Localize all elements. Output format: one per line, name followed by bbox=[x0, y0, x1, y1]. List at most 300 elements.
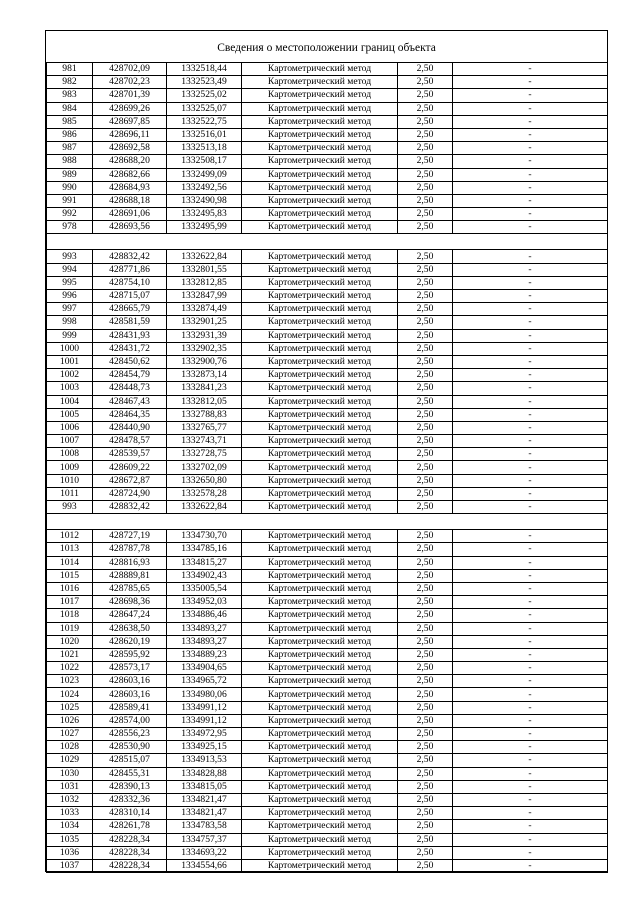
table-row bbox=[47, 276, 608, 289]
table-cell: 1332902,35 bbox=[167, 342, 242, 355]
table-cell: 428715,07 bbox=[93, 290, 167, 303]
table-cell: - bbox=[453, 168, 608, 181]
table-cell: 982 bbox=[47, 76, 93, 89]
table-row bbox=[47, 741, 608, 754]
table-cell: 1027 bbox=[47, 728, 93, 741]
table-cell: - bbox=[453, 448, 608, 461]
table-cell: - bbox=[453, 221, 608, 234]
table-cell: Картометрический метод bbox=[242, 487, 398, 500]
table-cell: 981 bbox=[47, 63, 93, 76]
table-cell: 1035 bbox=[47, 833, 93, 846]
table-cell: 1014 bbox=[47, 556, 93, 569]
table-cell: 428697,85 bbox=[93, 115, 167, 128]
table-cell: 1033 bbox=[47, 807, 93, 820]
table-cell: 1015 bbox=[47, 569, 93, 582]
table-cell: 1030 bbox=[47, 767, 93, 780]
table-row bbox=[47, 395, 608, 408]
table-cell: 2,50 bbox=[398, 168, 453, 181]
table-cell: 1332525,02 bbox=[167, 89, 242, 102]
table-cell: 2,50 bbox=[398, 648, 453, 661]
table-cell: 428688,18 bbox=[93, 194, 167, 207]
table-cell: 428832,42 bbox=[93, 501, 167, 514]
table-cell: 1332765,77 bbox=[167, 421, 242, 434]
table-cell: 2,50 bbox=[398, 435, 453, 448]
table-cell: 428771,86 bbox=[93, 263, 167, 276]
table-cell: 1334554,66 bbox=[167, 859, 242, 872]
table-cell: 428431,93 bbox=[93, 329, 167, 342]
table-row bbox=[47, 128, 608, 141]
table-cell: 1334889,23 bbox=[167, 648, 242, 661]
table-cell: 996 bbox=[47, 290, 93, 303]
table-cell: 428647,24 bbox=[93, 609, 167, 622]
table-row bbox=[47, 194, 608, 207]
table-cell: Картометрический метод bbox=[242, 76, 398, 89]
table-cell: - bbox=[453, 741, 608, 754]
table-row bbox=[47, 487, 608, 500]
table-cell: - bbox=[453, 820, 608, 833]
table-cell: 1032 bbox=[47, 793, 93, 806]
table-cell: 990 bbox=[47, 181, 93, 194]
table-row bbox=[47, 728, 608, 741]
table-cell: Картометрический метод bbox=[242, 408, 398, 421]
table-cell: 1335005,54 bbox=[167, 582, 242, 595]
table-cell: 428754,10 bbox=[93, 276, 167, 289]
table-cell: 428701,39 bbox=[93, 89, 167, 102]
table-row bbox=[47, 662, 608, 675]
table-cell: 428787,78 bbox=[93, 543, 167, 556]
table-cell: 1024 bbox=[47, 688, 93, 701]
table-cell: 2,50 bbox=[398, 728, 453, 741]
table-cell: Картометрический метод bbox=[242, 675, 398, 688]
table-cell: 2,50 bbox=[398, 316, 453, 329]
table-row bbox=[47, 833, 608, 846]
table-cell: 1334821,47 bbox=[167, 807, 242, 820]
table-row bbox=[47, 369, 608, 382]
table-cell: 428785,65 bbox=[93, 582, 167, 595]
table-cell: 428440,90 bbox=[93, 421, 167, 434]
table-cell: - bbox=[453, 102, 608, 115]
table-cell: 1332931,39 bbox=[167, 329, 242, 342]
table-cell: 2,50 bbox=[398, 142, 453, 155]
table-cell: - bbox=[453, 596, 608, 609]
table-cell: Картометрический метод bbox=[242, 569, 398, 582]
table-cell: 1334904,65 bbox=[167, 662, 242, 675]
table-cell: 2,50 bbox=[398, 342, 453, 355]
table-cell: 991 bbox=[47, 194, 93, 207]
table-cell: Картометрический метод bbox=[242, 820, 398, 833]
table-row bbox=[47, 635, 608, 648]
table-cell: 2,50 bbox=[398, 767, 453, 780]
table-cell: 2,50 bbox=[398, 859, 453, 872]
table-cell: 1000 bbox=[47, 342, 93, 355]
table-cell: Картометрический метод bbox=[242, 543, 398, 556]
table-cell: 1332801,55 bbox=[167, 263, 242, 276]
table-cell: 428228,34 bbox=[93, 833, 167, 846]
table-cell: 2,50 bbox=[398, 582, 453, 595]
table-cell: 2,50 bbox=[398, 369, 453, 382]
table-cell: 993 bbox=[47, 250, 93, 263]
table-cell: 1334893,27 bbox=[167, 622, 242, 635]
table-cell: Картометрический метод bbox=[242, 250, 398, 263]
table-cell: 986 bbox=[47, 128, 93, 141]
table-cell: - bbox=[453, 115, 608, 128]
table-cell: - bbox=[453, 833, 608, 846]
table-row bbox=[47, 807, 608, 820]
table-cell: 428595,92 bbox=[93, 648, 167, 661]
table-cell: 1028 bbox=[47, 741, 93, 754]
table-cell: 428692,58 bbox=[93, 142, 167, 155]
table-row bbox=[47, 181, 608, 194]
table-cell: - bbox=[453, 181, 608, 194]
table-cell: 997 bbox=[47, 303, 93, 316]
table-cell: 2,50 bbox=[398, 501, 453, 514]
table-row bbox=[47, 316, 608, 329]
table-cell: 1334902,43 bbox=[167, 569, 242, 582]
table-cell: Картометрический метод bbox=[242, 807, 398, 820]
table-cell: 1334730,70 bbox=[167, 530, 242, 543]
table-cell: 1332508,17 bbox=[167, 155, 242, 168]
table-cell: 1006 bbox=[47, 421, 93, 434]
table-cell: 987 bbox=[47, 142, 93, 155]
separator-cell bbox=[47, 234, 608, 250]
table-cell: - bbox=[453, 435, 608, 448]
table-cell: 1034 bbox=[47, 820, 93, 833]
table-cell: 2,50 bbox=[398, 355, 453, 368]
table-row bbox=[47, 767, 608, 780]
table-cell: 1334785,16 bbox=[167, 543, 242, 556]
table-cell: 1332499,09 bbox=[167, 168, 242, 181]
table-cell: 2,50 bbox=[398, 820, 453, 833]
table-cell: 428467,43 bbox=[93, 395, 167, 408]
table-cell: 1334757,37 bbox=[167, 833, 242, 846]
table-cell: - bbox=[453, 474, 608, 487]
table-cell: Картометрический метод bbox=[242, 369, 398, 382]
table-cell: 2,50 bbox=[398, 263, 453, 276]
table-cell: Картометрический метод bbox=[242, 635, 398, 648]
table-cell: 2,50 bbox=[398, 793, 453, 806]
table-cell: - bbox=[453, 859, 608, 872]
table-cell: 428450,62 bbox=[93, 355, 167, 368]
table-row bbox=[47, 622, 608, 635]
table-cell: 1334991,12 bbox=[167, 714, 242, 727]
table-cell: - bbox=[453, 487, 608, 500]
table-row bbox=[47, 89, 608, 102]
table-cell: - bbox=[453, 89, 608, 102]
table-cell: 985 bbox=[47, 115, 93, 128]
table-cell: Картометрический метод bbox=[242, 435, 398, 448]
table-row bbox=[47, 648, 608, 661]
table-cell: 1011 bbox=[47, 487, 93, 500]
table-cell: Картометрический метод bbox=[242, 303, 398, 316]
table-cell: 2,50 bbox=[398, 128, 453, 141]
table-cell: Картометрический метод bbox=[242, 142, 398, 155]
table-cell: 1332622,84 bbox=[167, 250, 242, 263]
table-row bbox=[47, 609, 608, 622]
table-cell: 1332492,56 bbox=[167, 181, 242, 194]
table-cell: - bbox=[453, 329, 608, 342]
table-cell: 1012 bbox=[47, 530, 93, 543]
table-row bbox=[47, 714, 608, 727]
table-cell: 428699,26 bbox=[93, 102, 167, 115]
table-row bbox=[47, 461, 608, 474]
table-cell: 2,50 bbox=[398, 662, 453, 675]
table-cell: 2,50 bbox=[398, 609, 453, 622]
table-cell: 1004 bbox=[47, 395, 93, 408]
table-cell: 1332522,75 bbox=[167, 115, 242, 128]
table-cell: 428574,00 bbox=[93, 714, 167, 727]
table-cell: 428816,93 bbox=[93, 556, 167, 569]
table-cell: 2,50 bbox=[398, 329, 453, 342]
table-cell: 1332516,01 bbox=[167, 128, 242, 141]
table-cell: 428431,72 bbox=[93, 342, 167, 355]
table-cell: Картометрический метод bbox=[242, 501, 398, 514]
table-cell: 1332650,80 bbox=[167, 474, 242, 487]
table-row bbox=[47, 221, 608, 234]
table-cell: - bbox=[453, 369, 608, 382]
table-cell: 2,50 bbox=[398, 290, 453, 303]
table-cell: 1026 bbox=[47, 714, 93, 727]
table-cell: 1332812,05 bbox=[167, 395, 242, 408]
table-row bbox=[47, 263, 608, 276]
table-cell: 1029 bbox=[47, 754, 93, 767]
table-cell: 2,50 bbox=[398, 487, 453, 500]
table-cell: 2,50 bbox=[398, 714, 453, 727]
table-cell: 1332490,98 bbox=[167, 194, 242, 207]
table-cell: Картометрический метод bbox=[242, 582, 398, 595]
table-cell: 1334815,27 bbox=[167, 556, 242, 569]
table-row bbox=[47, 435, 608, 448]
table-cell: Картометрический метод bbox=[242, 728, 398, 741]
table-cell: 428638,50 bbox=[93, 622, 167, 635]
section-separator bbox=[47, 234, 608, 250]
table-cell: 428889,81 bbox=[93, 569, 167, 582]
table-row bbox=[47, 448, 608, 461]
table-cell: 1334925,15 bbox=[167, 741, 242, 754]
table-cell: 1332513,18 bbox=[167, 142, 242, 155]
table-cell: 1008 bbox=[47, 448, 93, 461]
table-cell: 2,50 bbox=[398, 208, 453, 221]
table-cell: Картометрический метод bbox=[242, 846, 398, 859]
table-row bbox=[47, 290, 608, 303]
table-cell: 428455,31 bbox=[93, 767, 167, 780]
table-cell: 2,50 bbox=[398, 408, 453, 421]
table-cell: 428665,79 bbox=[93, 303, 167, 316]
table-cell: 992 bbox=[47, 208, 93, 221]
table-cell: Картометрический метод bbox=[242, 461, 398, 474]
table-cell: 2,50 bbox=[398, 221, 453, 234]
table-cell: - bbox=[453, 569, 608, 582]
table-cell: 2,50 bbox=[398, 675, 453, 688]
table-cell: 2,50 bbox=[398, 102, 453, 115]
table-row bbox=[47, 793, 608, 806]
table-cell: 1007 bbox=[47, 435, 93, 448]
table-cell: Картометрический метод bbox=[242, 329, 398, 342]
table-cell: 1332901,25 bbox=[167, 316, 242, 329]
table-cell: - bbox=[453, 754, 608, 767]
table-cell: 978 bbox=[47, 221, 93, 234]
table-cell: - bbox=[453, 701, 608, 714]
table-cell: 1334972,95 bbox=[167, 728, 242, 741]
table-cell: 1021 bbox=[47, 648, 93, 661]
table-cell: - bbox=[453, 582, 608, 595]
table-cell: 428589,41 bbox=[93, 701, 167, 714]
table-cell: 983 bbox=[47, 89, 93, 102]
document-frame bbox=[45, 30, 608, 872]
table-cell: Картометрический метод bbox=[242, 382, 398, 395]
table-cell: - bbox=[453, 263, 608, 276]
table-cell: 1332728,75 bbox=[167, 448, 242, 461]
table-cell: 1332847,99 bbox=[167, 290, 242, 303]
table-cell: - bbox=[453, 208, 608, 221]
table-cell: - bbox=[453, 382, 608, 395]
table-cell: 1332495,99 bbox=[167, 221, 242, 234]
page-title: Сведения о местоположении границ объекта bbox=[217, 42, 436, 54]
separator-cell bbox=[47, 514, 608, 530]
table-cell: - bbox=[453, 142, 608, 155]
table-cell: Картометрический метод bbox=[242, 609, 398, 622]
table-row bbox=[47, 701, 608, 714]
table-cell: - bbox=[453, 793, 608, 806]
table-row bbox=[47, 342, 608, 355]
table-cell: 2,50 bbox=[398, 461, 453, 474]
table-row bbox=[47, 556, 608, 569]
table-row bbox=[47, 142, 608, 155]
table-cell: 428573,17 bbox=[93, 662, 167, 675]
table-cell: 1334965,72 bbox=[167, 675, 242, 688]
table-row bbox=[47, 859, 608, 872]
table-cell: 1334783,58 bbox=[167, 820, 242, 833]
table-cell: 1018 bbox=[47, 609, 93, 622]
table-cell: 1334913,53 bbox=[167, 754, 242, 767]
table-cell: Картометрический метод bbox=[242, 208, 398, 221]
table-cell: Картометрический метод bbox=[242, 168, 398, 181]
table-row bbox=[47, 754, 608, 767]
table-cell: 1023 bbox=[47, 675, 93, 688]
table-cell: - bbox=[453, 290, 608, 303]
table-cell: 1332702,09 bbox=[167, 461, 242, 474]
table-cell: - bbox=[453, 355, 608, 368]
table-cell: 428620,19 bbox=[93, 635, 167, 648]
table-cell: 428702,23 bbox=[93, 76, 167, 89]
table-cell: Картометрический метод bbox=[242, 115, 398, 128]
table-cell: - bbox=[453, 846, 608, 859]
table-cell: 2,50 bbox=[398, 382, 453, 395]
table-cell: Картометрический метод bbox=[242, 155, 398, 168]
table-cell: 2,50 bbox=[398, 846, 453, 859]
table-cell: 1334886,46 bbox=[167, 609, 242, 622]
table-cell: 1332788,83 bbox=[167, 408, 242, 421]
table-cell: - bbox=[453, 461, 608, 474]
table-cell: 1332622,84 bbox=[167, 501, 242, 514]
table-row bbox=[47, 421, 608, 434]
table-cell: 994 bbox=[47, 263, 93, 276]
table-cell: 2,50 bbox=[398, 807, 453, 820]
table-cell: 2,50 bbox=[398, 115, 453, 128]
table-cell: Картометрический метод bbox=[242, 556, 398, 569]
table-cell: 1332523,49 bbox=[167, 76, 242, 89]
table-cell: 428603,16 bbox=[93, 675, 167, 688]
table-cell: 1332812,85 bbox=[167, 276, 242, 289]
table-cell: 1332578,28 bbox=[167, 487, 242, 500]
table-row bbox=[47, 846, 608, 859]
table-cell: 1019 bbox=[47, 622, 93, 635]
table-cell: 1002 bbox=[47, 369, 93, 382]
table-cell: Картометрический метод bbox=[242, 194, 398, 207]
table-cell: Картометрический метод bbox=[242, 421, 398, 434]
table-cell: 1332525,07 bbox=[167, 102, 242, 115]
table-cell: 2,50 bbox=[398, 596, 453, 609]
table-cell: - bbox=[453, 767, 608, 780]
table-cell: Картометрический метод bbox=[242, 780, 398, 793]
table-cell: 1003 bbox=[47, 382, 93, 395]
table-cell: 989 bbox=[47, 168, 93, 181]
table-cell: - bbox=[453, 622, 608, 635]
table-cell: Картометрический метод bbox=[242, 530, 398, 543]
table-row bbox=[47, 596, 608, 609]
table-cell: - bbox=[453, 342, 608, 355]
table-cell: Картометрический метод bbox=[242, 63, 398, 76]
table-cell: - bbox=[453, 635, 608, 648]
table-cell: - bbox=[453, 250, 608, 263]
table-cell: 993 bbox=[47, 501, 93, 514]
table-row bbox=[47, 543, 608, 556]
table-cell: 428832,42 bbox=[93, 250, 167, 263]
table-cell: 428228,34 bbox=[93, 846, 167, 859]
table-cell: 1332743,71 bbox=[167, 435, 242, 448]
table-cell: Картометрический метод bbox=[242, 662, 398, 675]
table-cell: 1332841,23 bbox=[167, 382, 242, 395]
table-cell: Картометрический метод bbox=[242, 714, 398, 727]
table-row bbox=[47, 168, 608, 181]
table-cell: Картометрический метод bbox=[242, 355, 398, 368]
table-cell: 2,50 bbox=[398, 754, 453, 767]
table-cell: 1031 bbox=[47, 780, 93, 793]
table-cell: 428228,34 bbox=[93, 859, 167, 872]
table-cell: 2,50 bbox=[398, 780, 453, 793]
table-cell: Картометрический метод bbox=[242, 741, 398, 754]
table-cell: 1025 bbox=[47, 701, 93, 714]
table-cell: 1036 bbox=[47, 846, 93, 859]
table-cell: 2,50 bbox=[398, 569, 453, 582]
table-cell: 2,50 bbox=[398, 276, 453, 289]
table-cell: 1001 bbox=[47, 355, 93, 368]
table-cell: 428556,23 bbox=[93, 728, 167, 741]
table-cell: 2,50 bbox=[398, 155, 453, 168]
table-cell: 1334828,88 bbox=[167, 767, 242, 780]
table-cell: 1010 bbox=[47, 474, 93, 487]
table-cell: - bbox=[453, 194, 608, 207]
table-cell: Картометрический метод bbox=[242, 89, 398, 102]
table-cell: - bbox=[453, 609, 608, 622]
table-cell: 428310,14 bbox=[93, 807, 167, 820]
table-cell: Картометрический метод bbox=[242, 316, 398, 329]
table-cell: 428682,66 bbox=[93, 168, 167, 181]
table-cell: - bbox=[453, 501, 608, 514]
table-cell: 1020 bbox=[47, 635, 93, 648]
table-cell: 1332900,76 bbox=[167, 355, 242, 368]
table-cell: Картометрический метод bbox=[242, 754, 398, 767]
table-cell: - bbox=[453, 408, 608, 421]
table-cell: 1332518,44 bbox=[167, 63, 242, 76]
table-cell: 428464,35 bbox=[93, 408, 167, 421]
coordinates-table bbox=[46, 62, 608, 873]
table-cell: - bbox=[453, 76, 608, 89]
table-cell: - bbox=[453, 395, 608, 408]
table-cell: - bbox=[453, 303, 608, 316]
table-cell: - bbox=[453, 675, 608, 688]
table-row bbox=[47, 820, 608, 833]
table-cell: 428688,20 bbox=[93, 155, 167, 168]
